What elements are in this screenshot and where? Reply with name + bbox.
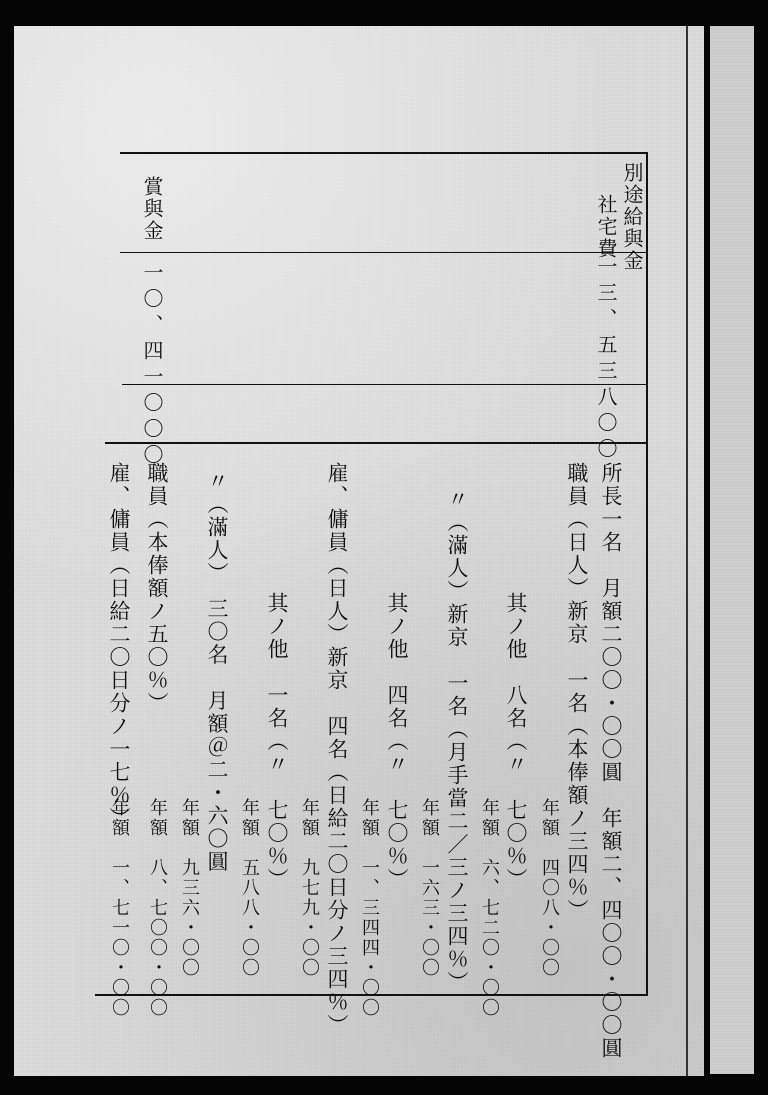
top-rule: [120, 152, 648, 154]
line-hired-mn-annual: 年額 九三六・〇〇: [179, 798, 200, 978]
line-bonus-hired-annual: 年額 一、七一〇・〇〇: [109, 798, 130, 1018]
line-hired-jp-other: 其ノ他 一名（〃 七〇％）: [265, 592, 289, 891]
header-divider: [120, 252, 648, 253]
line-staff-jp-xinjing: 職員（日人）新京 一名（本俸額ノ三四％）: [565, 462, 589, 922]
line-bonus-staff-annual: 年額 八、七〇〇・〇〇: [147, 798, 168, 1018]
line-staff-mn-other: 其ノ他 四名（〃 七〇％）: [385, 592, 409, 891]
line-bonus-hired: 雇、傭員（日給二〇日分ノ一七％）: [107, 462, 131, 830]
line-staff-mn-xinjing-annual: 年額 一六三・〇〇: [419, 798, 440, 978]
line-staff-mn-xinjing: 〃（滿人）新京 一名（月手當二／三ノ三四％）: [445, 488, 469, 994]
bonus-label: 賞與金: [140, 176, 164, 242]
line-staff-jp-other-annual: 年額 六、七二〇・〇〇: [479, 798, 500, 1018]
adjacent-page-edge: [710, 26, 754, 1074]
line-staff-jp-xinjing-annual: 年額 四〇八・〇〇: [539, 798, 560, 978]
heading-special-allowance: 別途給與金: [620, 162, 644, 272]
housing-label: 社宅費: [594, 194, 618, 260]
amount-divider: [122, 384, 648, 385]
bonus-amount: 一〇、四一〇〇〇: [140, 262, 164, 470]
line-hired-jp-xinjing-annual: 年額 九七九・〇〇: [299, 798, 320, 978]
line-bonus-staff: 職員（本俸額ノ五〇％）: [145, 462, 169, 715]
right-border: [646, 152, 648, 996]
section-divider: [105, 442, 648, 444]
line-hired-jp-other-annual: 年額 五八八・〇〇: [239, 798, 260, 978]
line-staff-mn-other-annual: 年額 一、三四四・〇〇: [359, 798, 380, 1018]
housing-amount: 一三、五三八〇〇: [594, 256, 618, 464]
sheet-fold: [686, 26, 688, 1076]
line-hired-jp-xinjing: 雇、傭員（日人）新京 四名（日給二〇日分ノ三四％）: [325, 462, 349, 1037]
line-hired-mn: 〃（滿人） 三〇名 月額＠二・六〇圓: [205, 470, 229, 874]
line-director: 所長一名 月額二〇〇・〇〇圓 年額二、四〇〇・〇〇圓: [599, 462, 623, 1060]
line-staff-jp-other: 其ノ他 八名（〃 七〇％）: [504, 592, 528, 891]
